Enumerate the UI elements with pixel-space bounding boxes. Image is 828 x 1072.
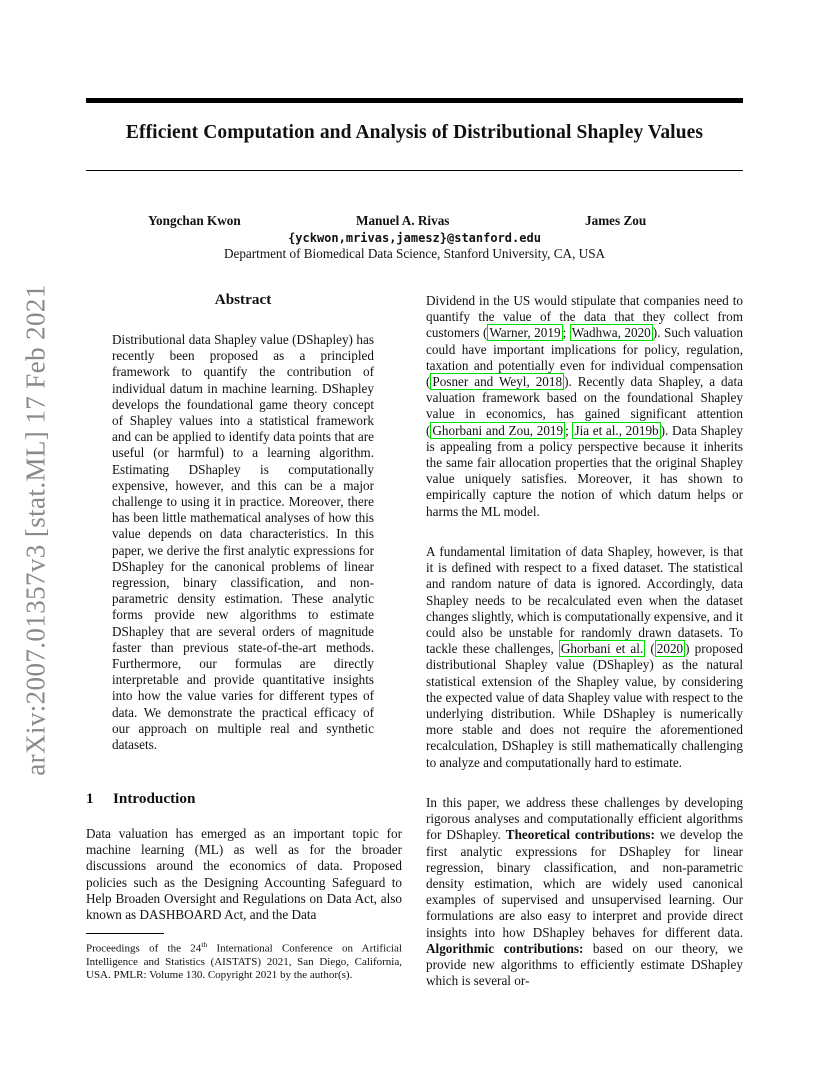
section-number: 1 bbox=[86, 790, 94, 807]
citation-link[interactable]: Posner and Weyl, 2018 bbox=[432, 374, 563, 390]
introduction-text: Data valuation has emerged as an important topic for machine learning (ML) as well as for the broader discussions around the economics of data. Proposed policies such as the Designing Accounting Safeguard to Help Broaden Oversight and Regulations on Data Act, also known as DASHBOARD Act, and the Data bbox=[86, 826, 402, 923]
affiliation: Department of Biomedical Data Science, Stanford University, CA, USA bbox=[223, 246, 606, 261]
footnote-rule bbox=[86, 933, 164, 934]
section-heading-introduction bbox=[86, 790, 195, 808]
author-2: Manuel A. Rivas bbox=[356, 213, 450, 228]
author-1: Yongchan Kwon bbox=[148, 213, 241, 228]
title-bottom-rule bbox=[86, 170, 743, 171]
footnote-text-pre: Proceedings of the 24 bbox=[86, 942, 202, 955]
paper-title: Efficient Computation and Analysis of Distributional Shapley Values bbox=[125, 122, 704, 143]
author-3: James Zou bbox=[585, 213, 647, 228]
title-top-rule bbox=[86, 98, 743, 103]
footnote-text-post: International Conference on Artificial Intelligence and Statistics (AISTATS) 2021, San Diego, California, USA. PMLR: Volume 130. Copyright 2021 by the author(s). bbox=[86, 942, 402, 982]
author-emails: {yckwon,mrivas,jamesz}@stanford.edu bbox=[288, 231, 541, 245]
section-title: Introduction bbox=[113, 790, 196, 807]
citation-link[interactable]: Ghorbani and Zou, 2019 bbox=[432, 422, 564, 438]
bold-label: Theoretical contributions: bbox=[505, 827, 655, 843]
right-column-paragraph-2: A fundamental limitation of data Shapley, however, is that it is defined with respect to a fixed dataset. The statistical and random nature of data is ignored. Accordingly, data Shapley needs to be recalculated even when the dataset changes slightly, which is computationally expensive, and it could also be unstable for randomly drawn datasets. To tackle these challenges, Ghorbani et al. ( 2020 ) proposed distributional Shapley value (DShapley) as the natural statistical extension of the Shapley value, by considering the expected value of data Shapley value with respect to the underlying distribution. While DShapley is numerically more stable and does not require the aforementioned recalculation, DShapley is still mathematically challenging to analyze and computationally hard to estimate. bbox=[426, 544, 743, 770]
citation-link[interactable]: 2020 bbox=[656, 641, 684, 657]
bold-label: Algorithmic contributions: bbox=[426, 940, 584, 956]
footnote bbox=[86, 938, 402, 983]
citation-link[interactable]: Wadhwa, 2020 bbox=[571, 325, 651, 341]
right-column-paragraph-3: In this paper, we address these challenges by developing rigorous analyses and computationally efficient algorithms for DShapley. Theoretical contributions: we develop the first analytic expressions for DShapley for linear regression, binary classification, and non-parametric density estimation, which are widely used canonical examples of supervised and unsupervised learning. Our formulations are also easy to interpret and provide direct insights into how DShapley behaves for different data. Algorithmic contributions: based on our theory, we provide new algorithms to efficiently estimate DShapley which is several or- bbox=[426, 795, 744, 989]
citation-link[interactable]: Warner, 2019 bbox=[489, 325, 561, 341]
right-column-paragraph-1: Dividend in the US would stipulate that companies need to quantify the value of the data that they collect from customers ( Warner, 2019 ; Wadhwa, 2020 ). Such valuation could have important implications for policy, regulation, taxation and potentially even for individual compensation ( Posner and Weyl, 2018 ). Recently data Shapley, a data valuation framework based on the foundational Shapley value in economics, has gained significant attention ( Ghorbani and Zou, 2019 ; Jia et al., 2019b ). Data Shapley is appealing from a policy perspective because it inherits the same fair allocation properties that the original Shapley value uniquely satisfies. Moreover, it has shown to empirically capture the notion of which datum helps or harms the ML model. bbox=[426, 293, 744, 519]
arxiv-side-label: arXiv:2007.01357v3 [stat.ML] 17 Feb 2021 bbox=[20, 284, 51, 776]
abstract-heading: Abstract bbox=[214, 291, 272, 308]
citation-link[interactable]: Ghorbani et al. bbox=[560, 641, 644, 657]
citation-link[interactable]: Jia et al., 2019b bbox=[574, 422, 659, 438]
abstract-text: Distributional data Shapley value (DShapley) has recently been proposed as a principled framework to quantify the contribution of individual datum in machine learning. DShapley develops the foundational game theory concept of Shapley values into a statistical framework and can be applied to identify data points that are useful (or harmful) to a learning algorithm. Estimating DShapley is computationally expensive, however, and this can be a major challenge to using it in practice. Moreover, there has been little mathematical analyses of how this value depends on data characteristics. In this paper, we derive the first analytic expressions for DShapley for the canonical problems of linear regression, binary classification, and non-parametric density estimation. These analytic forms provide new algorithms to estimate DShapley that are several orders of magnitude faster than previous state-of-the-art methods. Furthermore, our formulas are directly interpretable and provide quantitative insights into how the value varies for different types of data. We demonstrate the practical efficacy of our approach on multiple real and synthetic datasets. bbox=[112, 332, 374, 753]
footnote-sup: th bbox=[201, 940, 208, 949]
